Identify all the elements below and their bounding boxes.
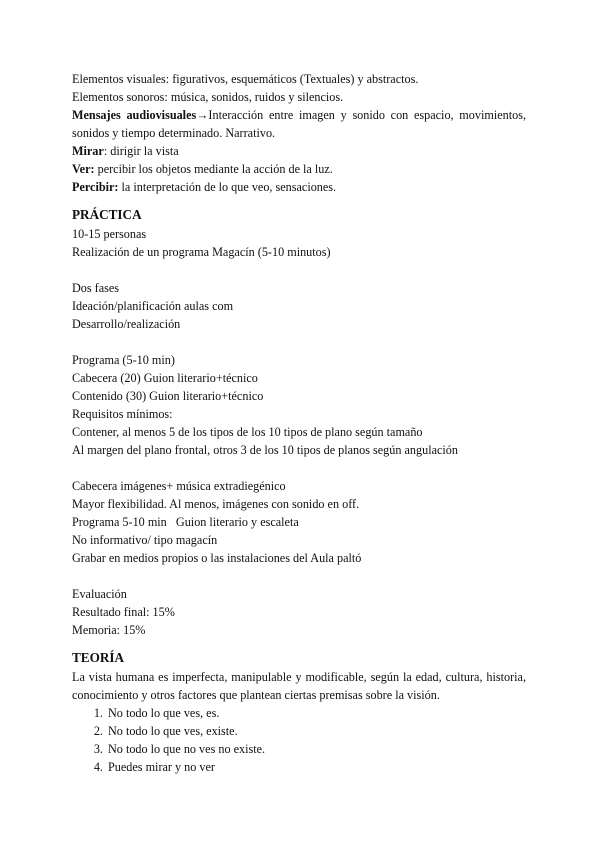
memoria-line: Memoria: 15% [72, 623, 146, 637]
list-item: 3. No todo lo que no ves no existe. [106, 740, 526, 758]
group-size-line: 10-15 personas [72, 227, 147, 241]
teoria-heading: TEORÍA [72, 650, 125, 665]
ver-text: percibir los objetos mediante la acción de la luz. [94, 162, 333, 176]
teoria-intro-paragraph: La vista humana es imperfecta, manipulable y modificable, según la edad, cultura, historia, conocimiento y otros factores que plantean ciertas premisas sobre la visión. [72, 670, 526, 702]
mensajes-audiovisuales-paragraph [72, 106, 526, 142]
mensajes-audiovisuales-text: Interacción entre imagen y sonido con espacio, movimientos, sonidos y tiempo determinado. Narrativo. [72, 108, 526, 140]
note-5-line: Grabar en medios propios o las instalaciones del Aula paltó [72, 551, 362, 565]
practica-heading: PRÁCTICA [72, 207, 142, 222]
fase-1-line: Ideación/planificación aulas com [72, 299, 234, 313]
arrow-glyph: → [196, 108, 209, 122]
contenido-line: Contenido (30) Guion literario+técnico [72, 389, 264, 403]
fases-title: Dos fases [72, 281, 120, 295]
ver-definition [72, 160, 526, 178]
note-1-line: Cabecera imágenes+ música extradiegénico [72, 479, 286, 493]
elementos-visuales-line: Elementos visuales: figurativos, esquemáticos (Textuales) y abstractos. [72, 72, 419, 86]
ver-term: Ver: [72, 162, 95, 176]
elementos-sonoros-line: Elementos sonoros: música, sonidos, ruidos y silencios. [72, 90, 344, 104]
note-4-line: No informativo/ tipo magacín [72, 533, 218, 547]
list-item: 4. Puedes mirar y no ver [106, 758, 526, 776]
list-item: 2. No todo lo que ves, existe. [106, 722, 526, 740]
note-2-line: Mayor flexibilidad. Al menos, imágenes con sonido en off. [72, 497, 360, 511]
percibir-term: Percibir: [72, 180, 119, 194]
mensajes-audiovisuales-term: Mensajes audiovisuales [72, 108, 197, 122]
note-3-line: Programa 5-10 min Guion literario y escaleta [72, 515, 299, 529]
resultado-line: Resultado final: 15% [72, 605, 175, 619]
mirar-term: Mirar [72, 144, 104, 158]
requisito-2-line: Al margen del plano frontal, otros 3 de los 10 tipos de planos según angulación [72, 443, 458, 457]
document-page [72, 70, 526, 776]
requisito-1-line: Contener, al menos 5 de los tipos de los 10 tipos de plano según tamaño [72, 425, 423, 439]
programa-line: Programa (5-10 min) [72, 353, 175, 367]
mirar-text: : dirigir la vista [103, 144, 179, 158]
list-item: 1. No todo lo que ves, es. [106, 704, 526, 722]
task-line: Realización de un programa Magacín (5-10 minutos) [72, 245, 331, 259]
fase-2-line: Desarrollo/realización [72, 317, 181, 331]
percibir-definition [72, 178, 526, 196]
cabecera-line: Cabecera (20) Guion literario+técnico [72, 371, 258, 385]
premisas-list [72, 704, 526, 776]
evaluacion-title: Evaluación [72, 587, 127, 601]
mirar-definition [72, 142, 526, 160]
requisitos-title: Requisitos mínimos: [72, 407, 173, 421]
percibir-text: la interpretación de lo que veo, sensaciones. [118, 180, 337, 194]
